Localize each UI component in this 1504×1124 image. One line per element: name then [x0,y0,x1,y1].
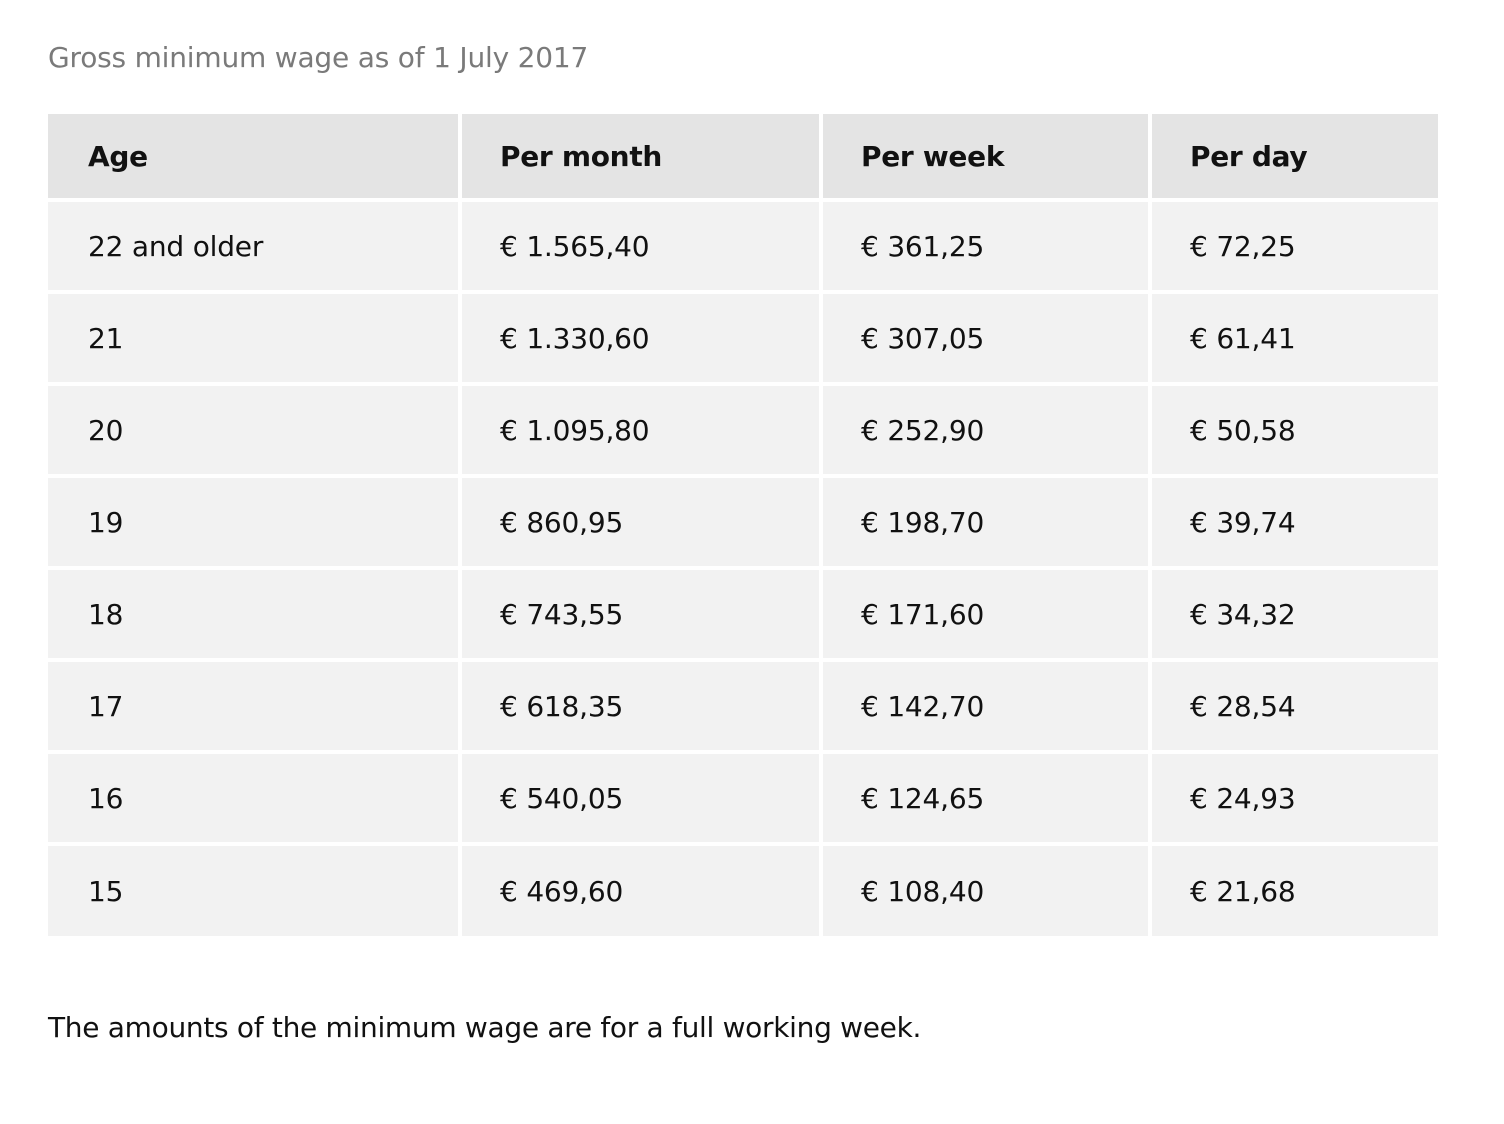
cell-per-day: € 39,74 [1152,478,1438,570]
cell-per-week: € 108,40 [823,846,1152,936]
cell-per-week: € 142,70 [823,662,1152,754]
cell-per-week: € 361,25 [823,202,1152,294]
header-row [48,114,1438,202]
table-header [48,114,1438,202]
table-row [48,294,1438,386]
table-body [48,202,1438,936]
table-row [48,754,1438,846]
cell-per-day: € 28,54 [1152,662,1438,754]
table-caption: Gross minimum wage as of 1 July 2017 [48,41,589,74]
cell-age: 15 [48,846,462,936]
cell-age: 16 [48,754,462,846]
cell-per-month: € 1.330,60 [462,294,823,386]
header-per-day: Per day [1152,114,1438,202]
cell-per-day: € 50,58 [1152,386,1438,478]
cell-per-day: € 61,41 [1152,294,1438,386]
cell-per-month: € 860,95 [462,478,823,570]
cell-per-day: € 24,93 [1152,754,1438,846]
table-row [48,846,1438,936]
cell-age: 22 and older [48,202,462,294]
cell-per-week: € 252,90 [823,386,1152,478]
header-age: Age [48,114,462,202]
cell-per-week: € 124,65 [823,754,1152,846]
footnote: The amounts of the minimum wage are for a full working week. [48,1011,922,1044]
header-per-week: Per week [823,114,1152,202]
cell-per-month: € 618,35 [462,662,823,754]
minimum-wage-table [48,114,1438,936]
cell-age: 19 [48,478,462,570]
cell-per-month: € 469,60 [462,846,823,936]
cell-per-week: € 171,60 [823,570,1152,662]
table-row [48,202,1438,294]
cell-per-month: € 540,05 [462,754,823,846]
cell-per-week: € 198,70 [823,478,1152,570]
cell-per-month: € 1.565,40 [462,202,823,294]
cell-age: 21 [48,294,462,386]
cell-per-day: € 21,68 [1152,846,1438,936]
table-row [48,570,1438,662]
table-row [48,662,1438,754]
cell-age: 20 [48,386,462,478]
cell-per-week: € 307,05 [823,294,1152,386]
header-per-month: Per month [462,114,823,202]
cell-age: 18 [48,570,462,662]
table-row [48,478,1438,570]
cell-per-month: € 1.095,80 [462,386,823,478]
cell-per-month: € 743,55 [462,570,823,662]
cell-age: 17 [48,662,462,754]
cell-per-day: € 72,25 [1152,202,1438,294]
table-row [48,386,1438,478]
cell-per-day: € 34,32 [1152,570,1438,662]
